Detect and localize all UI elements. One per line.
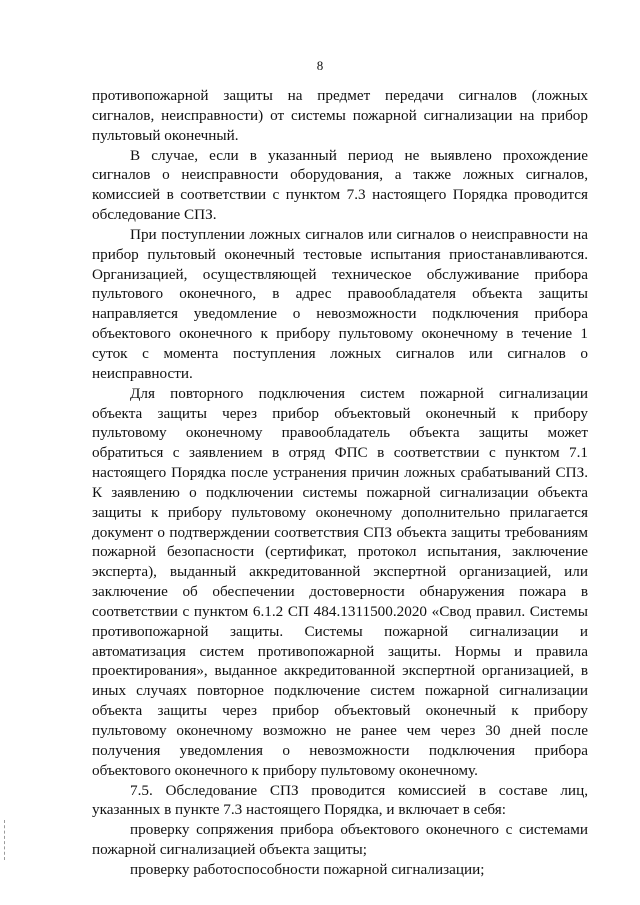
text-line: К заявлению о подключении системы пожарной сигнализации объекта: [92, 483, 588, 501]
text-line: пультовому оконечному возможно не ранее чем через 30 дней после: [92, 722, 588, 739]
page-number: 8: [316, 58, 324, 73]
text-line: объекта защиты через прибор объектовый оконечный к прибору: [92, 702, 588, 720]
text-line: При поступлении ложных сигналов или сигналов о неисправности на: [130, 225, 588, 243]
text-line: прибор пультовый оконечный тестовые испытания приостанавливаются.: [92, 245, 588, 263]
text-line: суток с момента поступления ложных сигналов или сигналов о: [92, 344, 588, 362]
text-line: противопожарной защиты. Системы пожарной сигнализации и: [92, 622, 588, 640]
text-line: Организацией, осуществляющей техническое обслуживание прибора: [92, 265, 588, 283]
text-line: заключение об обеспечении достоверности обнаружения пожара в: [92, 583, 588, 601]
text-line: указанных в пункте 7.3 настоящего Порядка, и включает в себя:: [92, 801, 506, 819]
text-line: объекта защиты через прибор объектовый оконечный к прибору: [92, 404, 588, 422]
text-line: проектирования», выданное аккредитованной экспертной организацией, в: [92, 662, 588, 680]
text-line: неисправности.: [92, 364, 193, 382]
text-line: получения уведомления о невозможности подключения прибора: [92, 741, 588, 759]
text-line: направляется уведомление о невозможности подключения прибора: [92, 305, 588, 323]
text-line: В случае, если в указанный период не выявлено прохождение: [130, 146, 588, 164]
text-line: настоящего Порядка после устранения причин ложных срабатываний СПЗ.: [92, 464, 588, 482]
margin-scan-mark: [4, 820, 7, 860]
text-line: объектового оконечного к прибору пультовому оконечному.: [92, 761, 478, 779]
text-line: иных случаях повторное подключение систем пожарной сигнализации: [92, 682, 588, 700]
text-line: защиты к прибору пультовому оконечному дополнительно прилагается: [92, 503, 588, 521]
text-line: проверку работоспособности пожарной сигнализации;: [130, 860, 485, 878]
text-line: пультовому оконечному правообладатель объекта защиты может: [92, 424, 588, 442]
text-line: противопожарной защиты на предмет передачи сигналов (ложных: [92, 87, 588, 104]
text-line: сигналов о неисправности оборудования, а также ложных сигналов,: [92, 166, 588, 184]
text-line: документ о подтверждении соответствия СПЗ объекта защиты требованиям: [92, 523, 588, 541]
document-body: [92, 86, 588, 880]
text-line: пожарной сигнализацией объекта защиты;: [92, 841, 367, 859]
text-line: обратиться с заявлением в отряд ФПС в соответствии с пунктом 7.1: [92, 444, 588, 462]
text-line: Для повторного подключения систем пожарной сигнализации: [130, 384, 588, 402]
text-line: эксперта), выданный аккредитованной экспертной организацией, или: [92, 563, 588, 581]
text-line: комиссией в соответствии с пунктом 7.3 настоящего Порядка проводится: [92, 186, 588, 204]
text-line: 7.5. Обследование СПЗ проводится комиссией в составе лиц,: [130, 781, 588, 799]
text-line: сигналов, неисправности) от системы пожарной сигнализации на прибор: [92, 106, 588, 124]
text-line: соответствии с пунктом 6.1.2 СП 484.1311500.2020 «Свод правил. Системы: [92, 602, 588, 620]
text-line: пожарной безопасности (сертификат, протокол испытания, заключение: [92, 543, 588, 561]
text-line: объектового оконечного к прибору пультовому оконечному в течение 1: [92, 325, 588, 343]
text-line: автоматизация систем противопожарной защиты. Нормы и правила: [92, 642, 588, 660]
text-line: пультового оконечного, в адрес правообладателя объекта защиты: [92, 285, 588, 303]
text-line: проверку сопряжения прибора объектового оконечного с системами: [130, 821, 588, 839]
text-line: обследование СПЗ.: [92, 206, 217, 224]
text-line: пультовый оконечный.: [92, 126, 239, 144]
